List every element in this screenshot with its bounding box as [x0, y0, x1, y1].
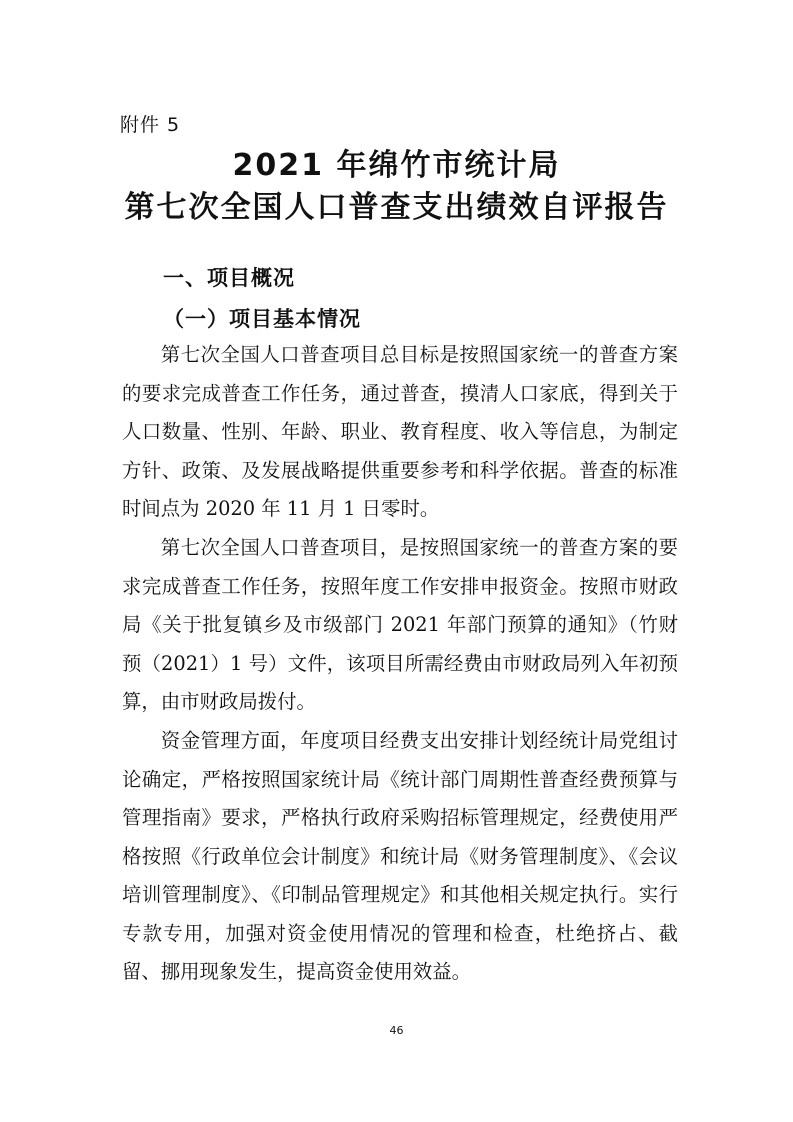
report-title-line-2: 第七次全国人口普查支出绩效自评报告 [124, 190, 669, 225]
paragraph-project-goal: 第七次全国人口普查项目总目标是按照国家统一的普查方案的要求完成普查工作任务，通过普查，摸清人口家底，得到关于人口数量、性别、年龄、职业、教育程度、收入等信息，为制定方针、政策、及发展战略提供重要参考和科学依据。普查的标准时间点为 2020 年 11 月 1 日零时。 [122, 343, 678, 520]
section-heading-project-overview: 一、项目概况 [163, 266, 295, 290]
report-title-line-1: 2021 年绵竹市统计局 [232, 148, 561, 183]
attachment-label: 附件 5 [120, 114, 181, 136]
paragraph-fund-management: 资金管理方面，年度项目经费支出安排计划经统计局党组讨论确定，严格按照国家统计局《统计部门周期性普查经费预算与管理指南》要求，严格执行政府采购招标管理规定，经费使用严格按照《行政单位会计制度》和统计局《财务管理制度》、《会议培训管理制度》、《印制品管理规定》和其他相关规定执行。实行专款专用，加强对资金使用情况的管理和检查，杜绝挤占、截留、挪用现象发生，提高资金使用效益。 [122, 729, 678, 983]
paragraph-funding-source: 第七次全国人口普查项目，是按照国家统一的普查方案的要求完成普查工作任务，按照年度工作安排申报资金。按照市财政局《关于批复镇乡及市级部门 2021 年部门预算的通知》（竹财预（2021）1 号）文件，该项目所需经费由市财政局列入年初预算，由市财政局拨付。 [122, 536, 678, 713]
subsection-heading-basic-info: （一）项目基本情况 [163, 307, 361, 331]
page-number: 46 [389, 1024, 404, 1037]
